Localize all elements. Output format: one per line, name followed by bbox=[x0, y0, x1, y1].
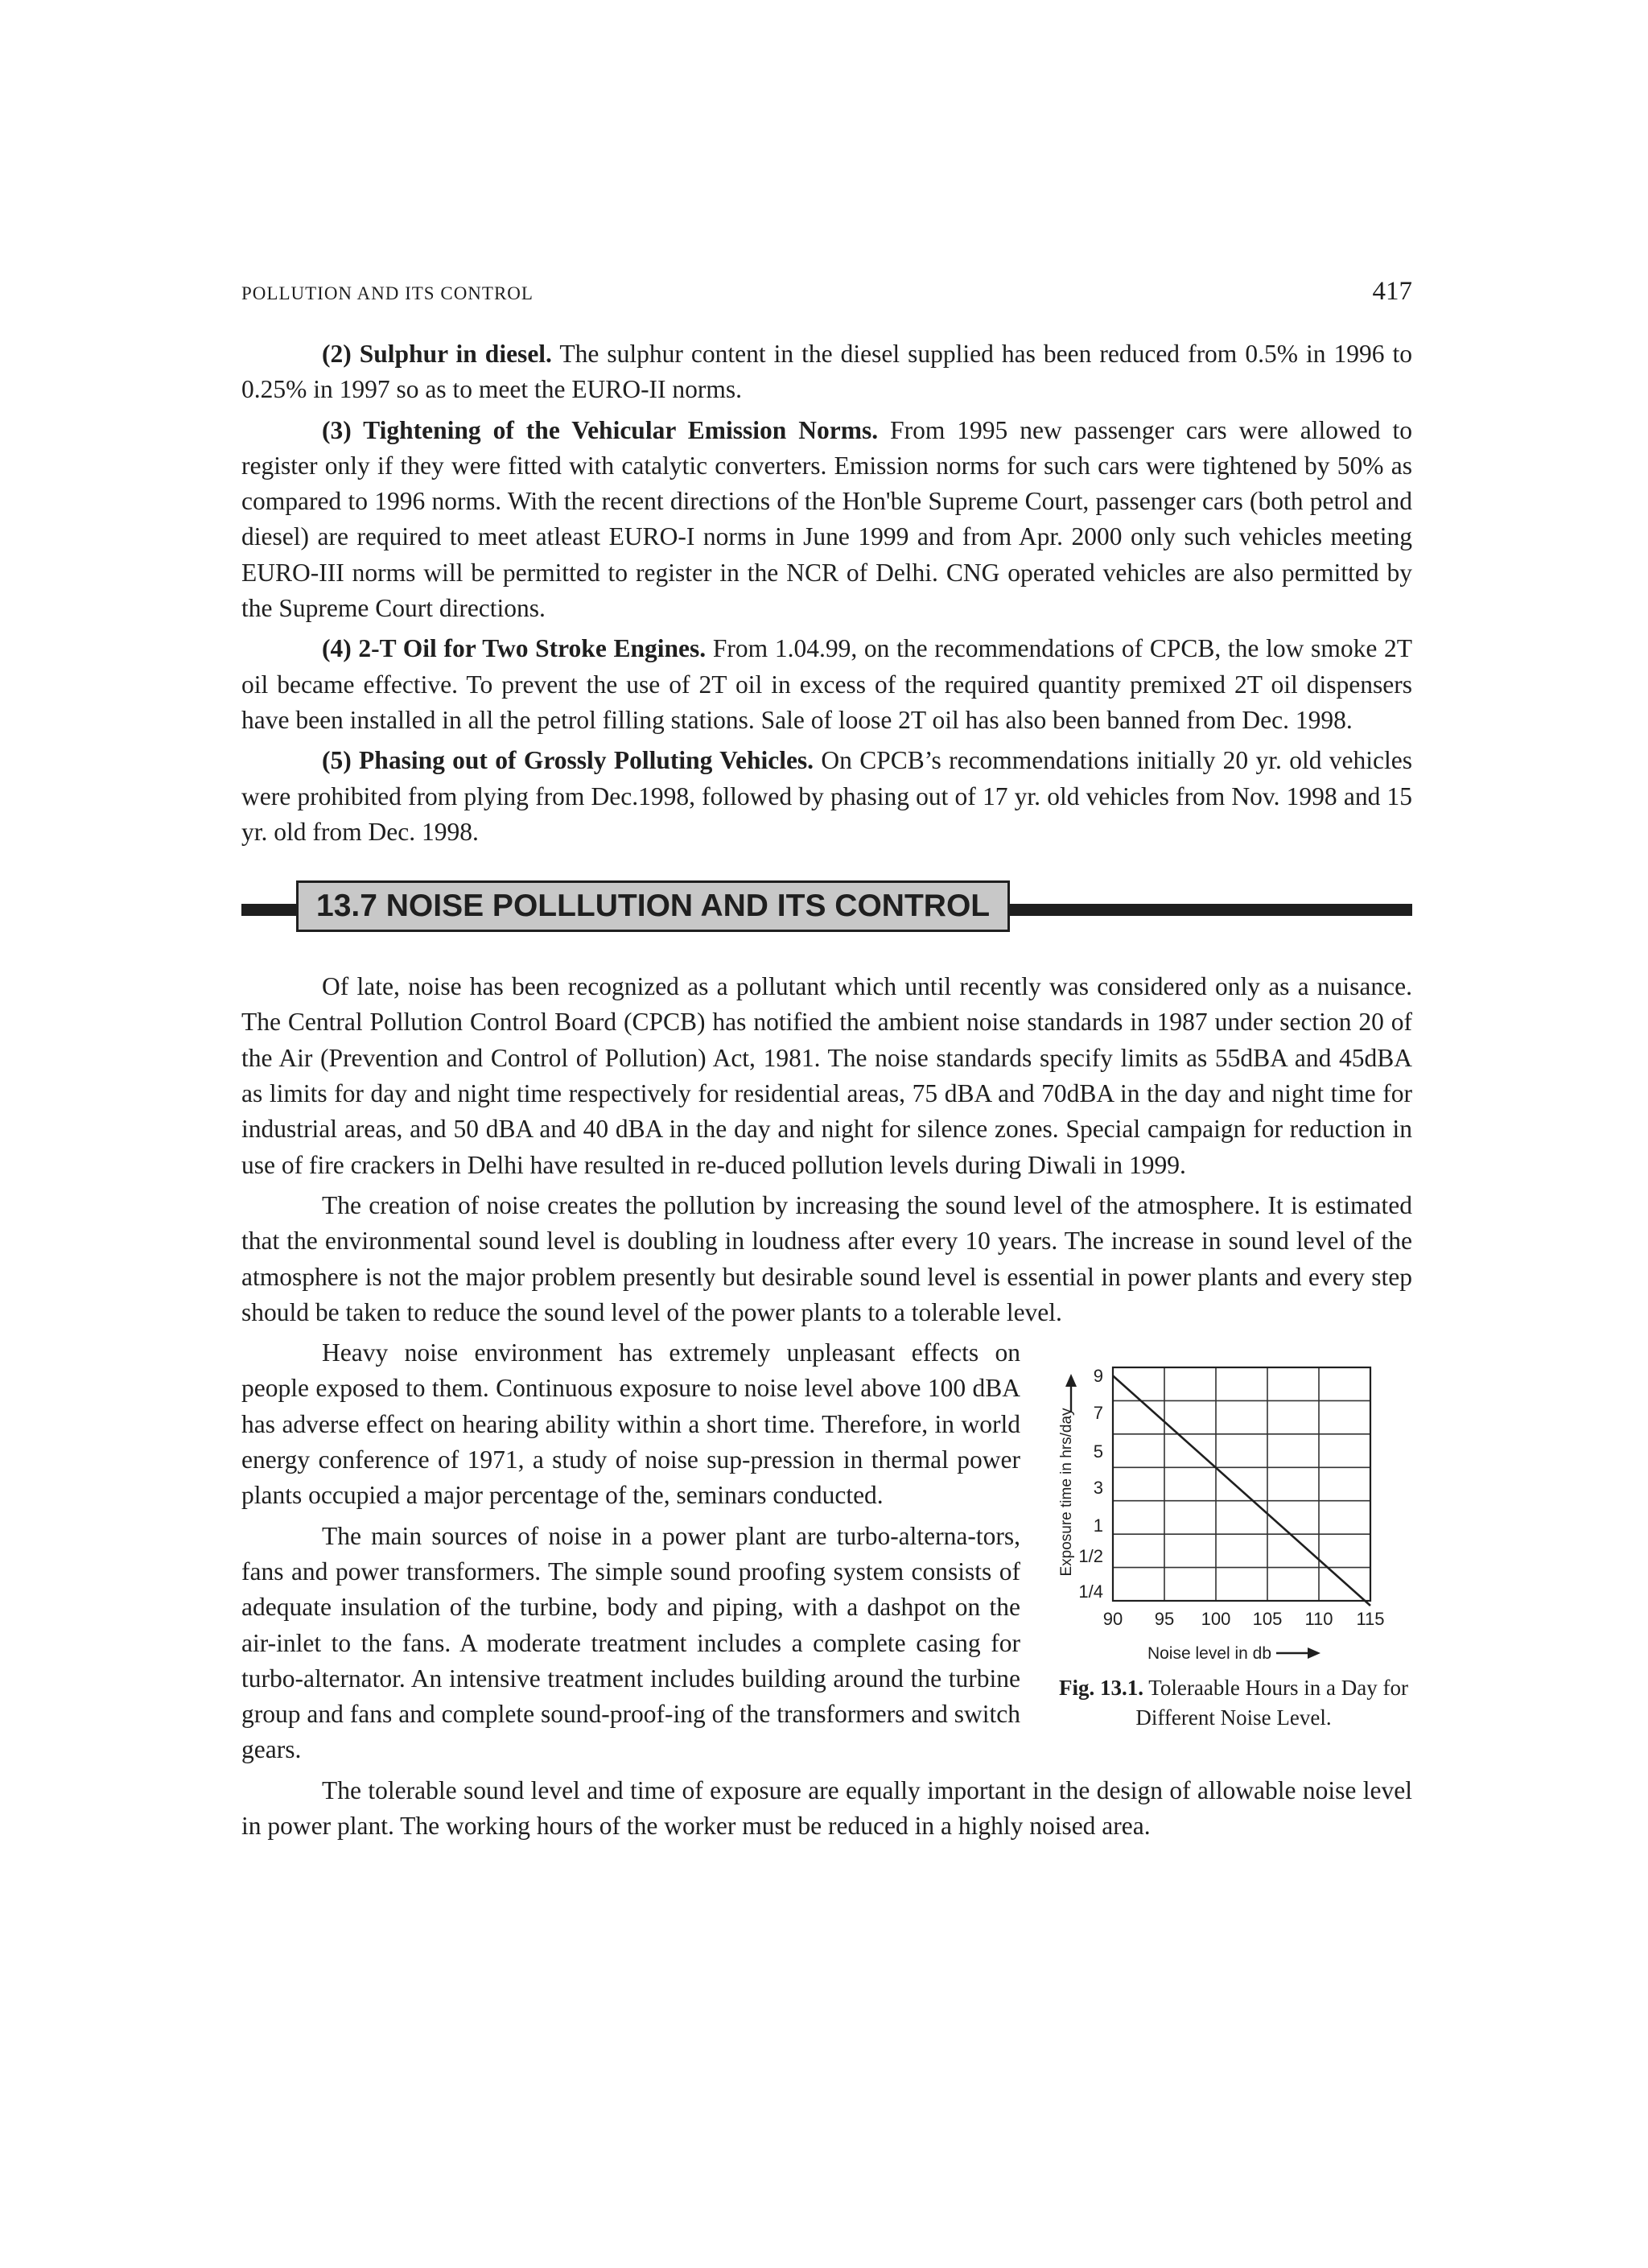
x-tick-label: 95 bbox=[1154, 1609, 1175, 1630]
paragraph-2t-oil bbox=[241, 631, 1412, 738]
x-axis-arrow-head bbox=[1308, 1647, 1320, 1659]
x-tick-label: 115 bbox=[1356, 1609, 1385, 1630]
running-header bbox=[241, 277, 1412, 307]
y-axis-arrow-head bbox=[1065, 1374, 1077, 1387]
y-tick-label: 1/4 bbox=[1078, 1581, 1103, 1602]
paragraph-noise-sources: The main sources of noise in a power plant are turbo-alterna-tors, fans and power transformers. The simple sound proofing system consists of adequate insulation of the turbine, body and piping, with a dashpot on the air-inlet to the fans. A moderate treatment includes a complete casing for turbo-alternator. An intensive treatment includes building around the turbine group and fans and complete sound-proof-ing of the transformers and switch gears. bbox=[241, 1521, 1020, 1764]
paragraph-sulphur bbox=[241, 336, 1412, 408]
paragraph-lead: (5) Phasing out of Grossly Polluting Vehicles. bbox=[322, 746, 814, 775]
y-tick-label: 1 bbox=[1093, 1515, 1103, 1536]
x-axis-label: Noise level in db bbox=[1147, 1644, 1272, 1664]
figure-label: Fig. 13.1. bbox=[1059, 1676, 1143, 1701]
noise-exposure-chart bbox=[1049, 1335, 1412, 1665]
paragraph-lead: (2) Sulphur in diesel. bbox=[322, 340, 552, 368]
paragraph-body: On CPCB’s recommendations initially 20 yr. old vehicles were prohibited from plying from Dec.1998, followed by phasing out of 17 yr. old vehicles from Nov. 1998 and 15 yr. old from Dec. 1998. bbox=[241, 746, 1412, 846]
plot-frame bbox=[1113, 1367, 1370, 1601]
section-heading: 13.7 NOISE POLLLUTION AND ITS CONTROL bbox=[296, 880, 1010, 932]
y-axis-label: Exposure time in hrs/day bbox=[1058, 1408, 1075, 1577]
y-tick-label: 1/2 bbox=[1078, 1546, 1103, 1567]
paragraph-body: The sulphur content in the diesel supplied has been reduced from 0.5% in 1996 to 0.25% in 1997 so as to meet the EURO-II norms. bbox=[241, 340, 1412, 404]
figure-caption bbox=[1057, 1673, 1411, 1733]
y-tick-label: 3 bbox=[1093, 1478, 1103, 1499]
x-tick-label: 110 bbox=[1304, 1609, 1333, 1630]
paragraph-noise-standards: Of late, noise has been recognized as a pollutant which until recently was considered only as a nuisance. The Central Pollution Control Board (CPCB) has notified the ambient noise standards in 1987 under section 20 of the Air (Prevention and Control of Pollution) Act, 1981. The noise standards specify limits as 55dBA and 45dBA as limits for day and night time respectively for residential areas, 75 dBA and 70dBA in the day and night time for industrial areas, and 50 dBA and 40 dBA in the day and night for silence zones. Special campaign for reduction in use of fire crackers in Delhi have resulted in re-duced pollution levels during Diwali in 1999. bbox=[241, 972, 1412, 1179]
page-number: 417 bbox=[1372, 277, 1412, 306]
paragraph-tolerable-level: The tolerable sound level and time of exposure are equally important in the design of allowable noise level in power plant. The working hours of the worker must be reduced in a highly noised area. bbox=[241, 1775, 1412, 1840]
x-tick-label: 100 bbox=[1201, 1609, 1231, 1630]
series-line bbox=[1113, 1375, 1370, 1606]
x-tick-label: 105 bbox=[1252, 1609, 1283, 1630]
text-with-figure bbox=[241, 1335, 1412, 1773]
section-heading-bar bbox=[241, 880, 1412, 937]
paragraph-lead: (3) Tightening of the Vehicular Emission Norms. bbox=[322, 415, 879, 444]
paragraph-body: From 1.04.99, on the recommendations of CPCB, the low smoke 2T oil became effective. To prevent the use of 2T oil in excess of the required quantity premixed 2T oil dispensers have been installed in all the petrol filling stations. Sale of loose 2T oil has also been banned from Dec. 1998. bbox=[241, 634, 1412, 734]
paragraph-lead: (4) 2-T Oil for Two Stroke Engines. bbox=[322, 634, 707, 663]
x-tick-label: 90 bbox=[1102, 1609, 1123, 1630]
figure-13-1 bbox=[1049, 1335, 1412, 1754]
y-tick-label: 9 bbox=[1093, 1366, 1103, 1387]
wrapped-text bbox=[241, 1335, 1020, 1773]
paragraph-noise-effects: Heavy noise environment has extremely unpleasant effects on people exposed to them. Continuous exposure to noise level above 100 dBA has adverse effect on hearing ability within a short time. Therefore, in world energy conference of 1971, a study of noise sup-pression in thermal power plants occupied a major percentage of the, seminars conducted. bbox=[241, 1338, 1020, 1510]
paragraph-body: From 1995 new passenger cars were allowed to register only if they were fitted with catalytic converters. Emission norms for such cars were tightened by 50% as compared to 1996 norms. With the recent directions of the Hon'ble Supreme Court, passenger cars (both petrol and diesel) are required to meet atleast EURO-I norms in June 1999 and from Apr. 2000 only such vehicles meeting EURO-III norms will be permitted to register in the NCR of Delhi. CNG operated vehicles are also permitted by the Supreme Court directions. bbox=[241, 415, 1412, 623]
y-tick-label: 7 bbox=[1093, 1403, 1103, 1424]
body-text bbox=[241, 336, 1412, 1849]
figure-caption-text: Toleraable Hours in a Day for Different Noise Level. bbox=[1135, 1676, 1408, 1730]
y-tick-label: 5 bbox=[1093, 1441, 1103, 1462]
running-title: POLLUTION AND ITS CONTROL bbox=[241, 283, 534, 303]
paragraph-emission-norms bbox=[241, 413, 1412, 627]
paragraph-phasing-out bbox=[241, 743, 1412, 850]
paragraph-noise-creation: The creation of noise creates the pollution by increasing the sound level of the atmosphere. It is estimated that the environmental sound level is doubling in loudness after every 10 years. The increase in sound level of the atmosphere is not the major problem presently but desirable sound level is essential in power plants and every step should be taken to reduce the sound level of the power plants to a tolerable level. bbox=[241, 1190, 1412, 1326]
